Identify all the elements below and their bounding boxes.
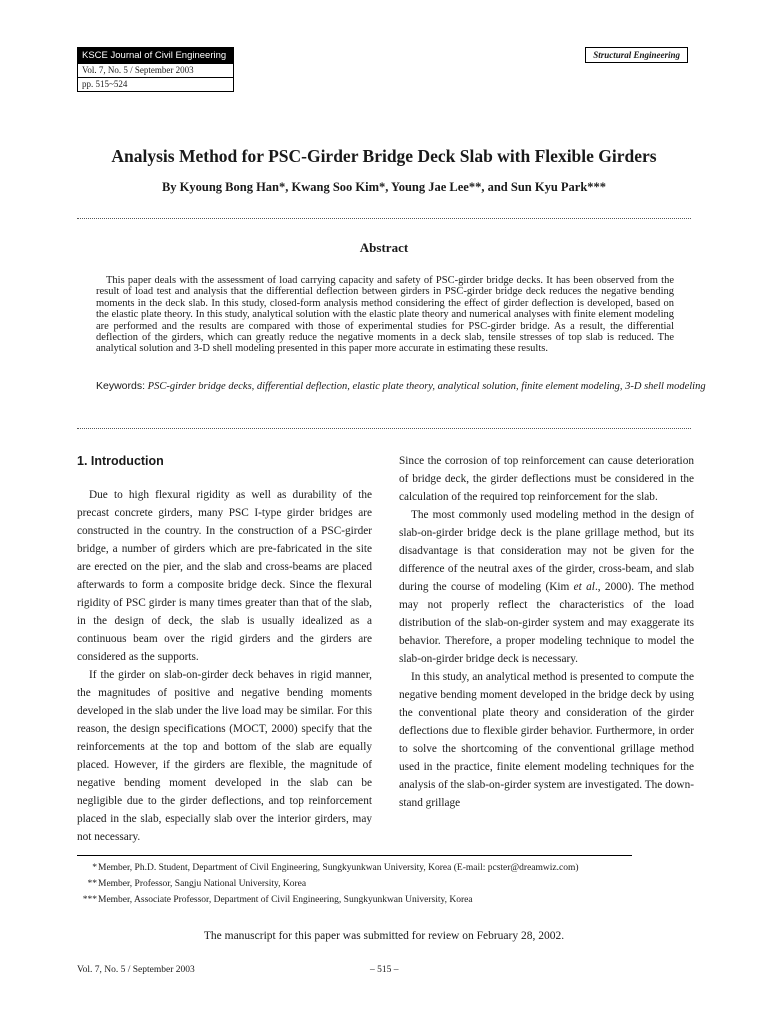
- footnote-text: Member, Professor, Sangju National University, Korea: [98, 879, 307, 889]
- section-heading-introduction: 1. Introduction: [77, 454, 164, 468]
- journal-name: KSCE Journal of Civil Engineering: [78, 48, 233, 63]
- intro-paragraph-1: Due to high flexural rigidity as well as durability of the precast concrete girders, many PSC I-type girder bridges are constructed in the country. In the construction of a PSC-girder bridge, a number of girders which are pre-fabricated in the site are erected on the pier, and the slab and cross-beams are placed afterwards to form a composite bridge deck. Since the flexural rigidity of PSC girder is many times greater than that of the slab, in the design of deck, the slab is usually idealized as a continuous beam over the rigid girders and the girders are considered as the supports.: [77, 489, 372, 663]
- footnote: [77, 892, 579, 908]
- page-number: – 515 –: [370, 965, 399, 975]
- footnote-rule: [77, 855, 632, 856]
- paragraph-text: The most commonly used modeling method in the design of slab-on-girder bridge deck is the plane grillage method, but its disadvantage is that consideration may not be given for the difference of the neutral axes of the girder, cross-beam, and slab during the course of modeling (Kim: [399, 509, 694, 593]
- left-column: [77, 452, 372, 846]
- paragraph-text: ., 2000). The method may not properly reflect the characteristics of the load distribution of the slab-on-girder system and may exaggerate its behavior. Therefore, a proper modeling technique to model the slab-on-girder bridge deck is necessary.: [399, 581, 695, 665]
- intro-paragraph-2: If the girder on slab-on-girder deck behaves in rigid manner, the magnitudes of positive and negative bending moments developed in the slab under the live load may be similar. For this reason, the design specifications (MOCT, 2000) specify that the reinforcements at the top and bottom of the slab are equally placed. However, if the girders are flexible, the magnitude of negative bending moment developed in the slab can be negligible due to the girder deflections, and top reinforcement placed in the slab, especially slab over the interior girders, may not necessary.: [77, 669, 372, 843]
- author-list: By Kyoung Bong Han*, Kwang Soo Kim*, Young Jae Lee**, and Sun Kyu Park***: [161, 180, 607, 194]
- abstract-heading: Abstract: [359, 240, 409, 255]
- journal-header-box: [77, 47, 234, 92]
- footnote-mark: **: [87, 879, 97, 889]
- section-label: Structural Engineering: [585, 47, 688, 63]
- footnote-mark: *: [92, 863, 97, 873]
- citation-etal: et al: [573, 581, 595, 593]
- journal-pages: pp. 515~524: [78, 77, 233, 91]
- footnote-text: Member, Associate Professor, Department of Civil Engineering, Sungkyunkwan University, Korea: [98, 895, 473, 905]
- intro-paragraph-grillage: [399, 506, 694, 668]
- journal-volume: Vol. 7, No. 5 / September 2003: [78, 63, 233, 77]
- intro-paragraph-study: In this study, an analytical method is presented to compute the negative bending moment developed in the bridge deck by using the conventional plate theory and consideration of the girder deflections due to flexible girder behavior. Furthermore, in order to solve the shortcoming of the conventional grillage method used in the practice, finite element modeling techniques for the analysis of the slab-on-girder system are investigated. The down-stand grillage: [399, 671, 694, 809]
- divider-top: [77, 218, 691, 219]
- footnote-text: Member, Ph.D. Student, Department of Civil Engineering, Sungkyunkwan University, Korea (E-mail: pcster@dreamwiz.com): [98, 863, 579, 873]
- paper-title: Analysis Method for PSC-Girder Bridge Deck Slab with Flexible Girders: [111, 146, 657, 166]
- right-column: [399, 452, 694, 812]
- intro-paragraph-continued: Since the corrosion of top reinforcement can cause deterioration of bridge deck, the girder deflections must be considered in the calculation of the required top reinforcement for the slab.: [399, 455, 694, 503]
- abstract-text: This paper deals with the assessment of load carrying capacity and safety of PSC-girder bridge decks. It has been observed from the result of load test and analysis that the differential deflection between girders in PSC-girder bridge deck reduces the negative bending moments in the deck slab. In this study, closed-form analysis method considering the effect of girder deflection is developed, based on the elastic plate theory. In this study, analytical solution with the elastic plate theory and numerical analyses with finite element modeling are performed and the results are compared with those of experimental studies for PSC-girder bridge. As a result, the differential deflection of the girders, which can greatly reduce the negative moments in a deck slab, tensile stresses of top slab is reduced. The analytical solution and 3-D shell modeling presented in this paper more accurate in estimating these results.: [96, 275, 674, 355]
- footer-volume: Vol. 7, No. 5 / September 2003: [77, 965, 195, 975]
- footnote-mark: ***: [82, 895, 97, 905]
- footnotes: [77, 860, 579, 908]
- received-note: The manuscript for this paper was submitted for review on February 28, 2002.: [203, 930, 565, 942]
- keywords-text: PSC-girder bridge decks, differential deflection, elastic plate theory, analytical solution, finite element modeling, 3-D shell modeling: [147, 381, 706, 392]
- footnote: [77, 860, 579, 876]
- keywords: [96, 380, 739, 393]
- keywords-label: Keywords:: [96, 380, 146, 392]
- footnote: [77, 876, 579, 892]
- divider-bottom: [77, 428, 691, 429]
